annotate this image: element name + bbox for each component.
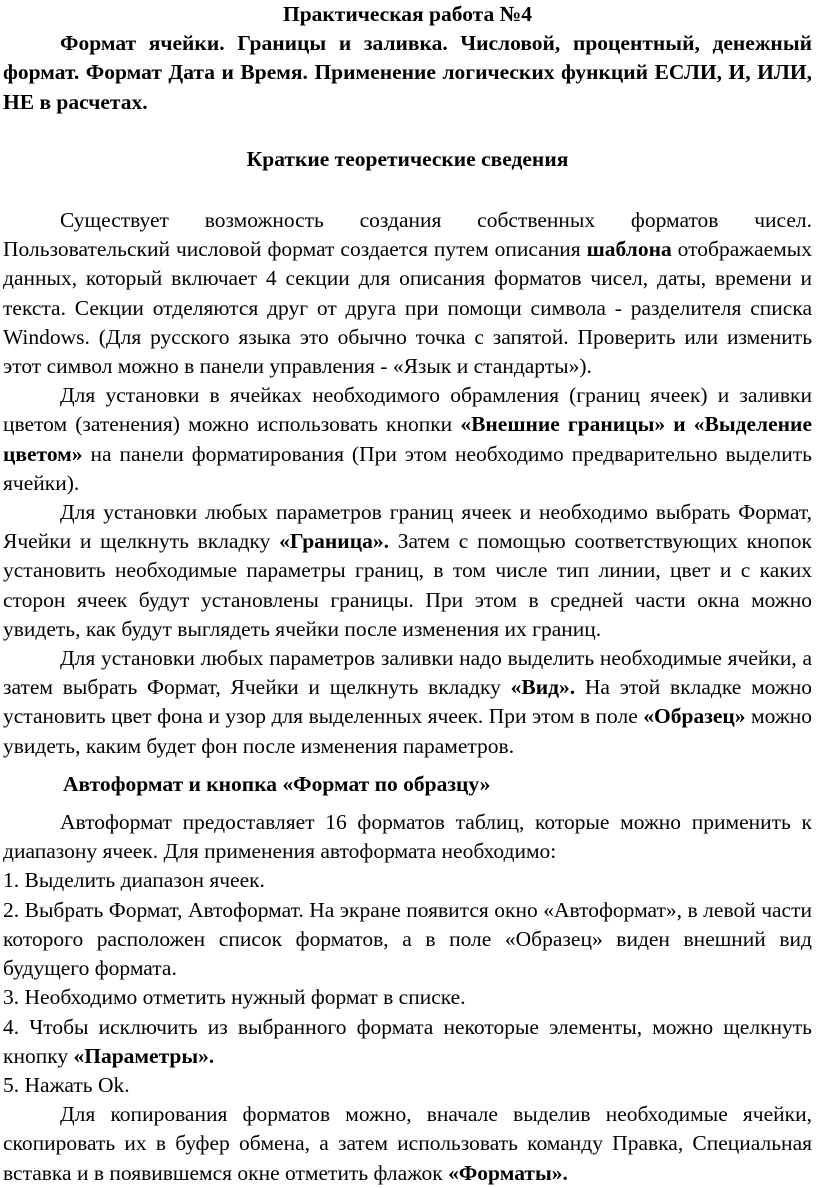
paragraph-fill-tab: Для установки любых параметров заливки надо выделить необходимые ячейки, а затем выбрать Формат, Ячейки и щелкнуть вкладку «Вид». На этой вкладке можно установить цвет фона и узор для выделенных ячеек. При этом в поле «Образец» можно увидеть, каким будет фон после изменения параметров. <box>3 646 813 758</box>
keyword-template: шаблона <box>586 237 672 262</box>
document-title: Практическая работа №4 <box>282 2 532 26</box>
keyword-view-tab: «Вид». <box>510 675 576 700</box>
paragraph-copy-formats: Для копирования форматов можно, вначале выделив необходимые ячейки, скопировать их в буфер обмена, а затем использовать команду Правка, Специальная вставка и в появившемся окне отметить флажок «Форматы». <box>3 1102 812 1185</box>
keyword-border-buttons: «Внешние границы» и «Выделение цветом» <box>3 412 812 466</box>
paragraph-custom-formats: Существует возможность создания собственных форматов чисел. Пользовательский числовой формат создается путем описания шаблона отображаемых данных, который включает 4 секции для описания форматов чисел, даты, времени и текста. Секции отделяются друг от друга при помощи символа - разделителя списка Windows. (Для русского языка это обычно точка с запятой. Проверить или изменить этот символ можно в панели управления - «Язык и стандарты»). <box>3 208 812 379</box>
step-4: 4. Чтобы исключить из выбранного формата некоторые элементы, можно щелкнуть кнопку «Параметры». <box>3 1014 812 1068</box>
autoformat-heading: Автоформат и кнопка «Формат по образцу» <box>63 771 491 796</box>
document-subtitle: Формат ячейки. Границы и заливка. Числовой, процентный, денежный формат. Формат Дата и Время. Применение логических функций ЕСЛИ, И, ИЛИ, НЕ в расчетах. <box>3 31 812 114</box>
step-2: 2. Выбрать Формат, Автоформат. На экране появится окно «Автоформат», в левой части которого расположен список форматов, а в поле «Образец» виден внешний вид будущего формата. <box>3 897 812 981</box>
paragraph-borders-fill: Для установки в ячейках необходимого обрамления (границ ячеек) и заливки цветом (затенения) можно использовать кнопки «Внешние границы» и «Выделение цветом» на панели форматирования (При этом необходимо предварительно выделить ячейки). <box>3 383 812 495</box>
paragraph-border-tab: Для установки любых параметров границ ячеек и необходимо выбрать Формат, Ячейки и щелкнуть вкладку «Граница». Затем с помощью соответствующих кнопок установить необходимые параметры границ, в том числе тип линии, цвет и с каких сторон ячеек будут установлены границы. При этом в средней части окна можно увидеть, как будут выглядеть ячейки после изменения их границ. <box>3 500 813 641</box>
keyword-formats: «Форматы». <box>448 1160 568 1185</box>
keyword-parameters: «Параметры». <box>73 1043 215 1068</box>
keyword-border-tab: «Граница». <box>279 529 389 554</box>
paragraph-autoformat: Автоформат предоставляет 16 форматов таблиц, которые можно применить к диапазону ячеек. Для применения автоформата необходимо: <box>3 810 812 864</box>
theory-heading: Краткие теоретические сведения <box>246 146 569 171</box>
step-5: 5. Нажать Ok. <box>3 1072 130 1097</box>
step-1: 1. Выделить диапазон ячеек. <box>3 868 265 893</box>
keyword-sample-field: «Образец» <box>643 704 746 729</box>
step-3: 3. Необходимо отметить нужный формат в списке. <box>3 985 466 1010</box>
